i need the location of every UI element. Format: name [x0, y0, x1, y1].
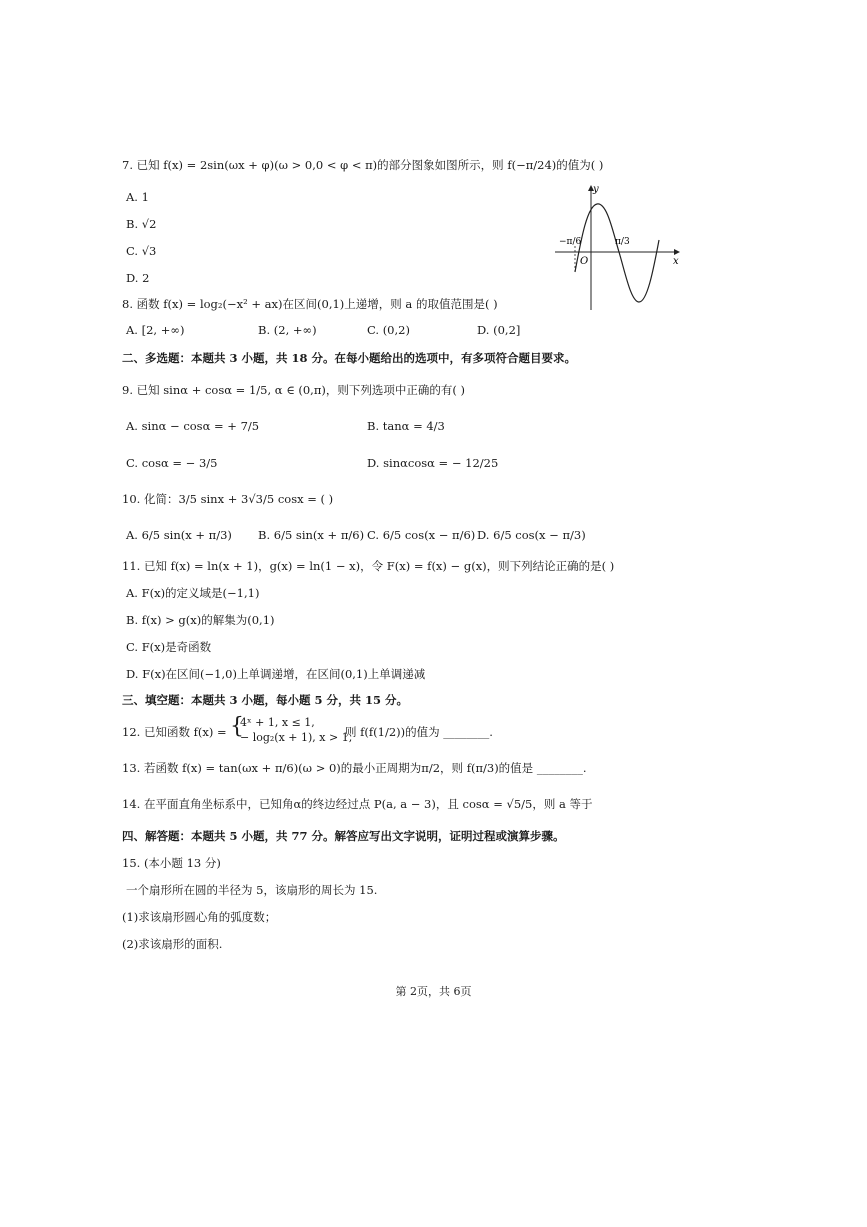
q9-stem: 9. 已知 sinα + cosα = 1/5, α ∈ (0,π)，则下列选项中正确的有( ): [122, 383, 465, 397]
q10-option-a: A. 6/5 sin(x + π/3): [126, 528, 232, 542]
q7-option-b: B. √2: [126, 217, 157, 231]
q10-stem: 10. 化简：3/5 sinx + 3√3/5 cosx = ( ): [122, 492, 334, 506]
q11-option-d: D. F(x)在区间(−1,0)上单调递增，在区间(0,1)上单调递减: [126, 667, 426, 681]
q15-header: 15. (本小题 13 分): [122, 856, 221, 870]
right-tick-label: π/3: [615, 237, 630, 247]
q15-part-1: (1)求该扇形圆心角的弧度数；: [122, 910, 277, 924]
q7-option-d: D. 2: [126, 271, 150, 285]
y-axis-label: y: [593, 184, 599, 195]
q15-part-2: (2)求该扇形的面积.: [122, 937, 223, 951]
q12-brace: {: [230, 714, 244, 739]
q9-option-c: C. cosα = − 3/5: [126, 456, 218, 470]
q8-option-b: B. (2, +∞): [258, 323, 317, 337]
q15-body: 一个扇形所在圆的半径为 5，该扇形的周长为 15.: [126, 883, 378, 897]
section-4-heading: 四、解答题：本题共 5 小题，共 77 分。解答应写出文字说明，证明过程或演算步骤。: [122, 829, 565, 843]
q7-sine-graph: [553, 180, 683, 315]
q12-case-1: 4ˣ + 1, x ≤ 1,: [240, 716, 315, 729]
q9-option-b: B. tanα = 4/3: [367, 419, 445, 433]
q8-option-d: D. (0,2]: [477, 323, 521, 337]
q12-prefix: 12. 已知函数 f(x) =: [122, 725, 227, 739]
q8-option-c: C. (0,2): [367, 323, 410, 337]
q9-option-d: D. sinαcosα = − 12/25: [367, 456, 499, 470]
q8-stem: 8. 函数 f(x) = log₂(−x² + ax)在区间(0,1)上递增，则 a 的取值范围是( ): [122, 297, 498, 311]
q10-option-b: B. 6/5 sin(x + π/6): [258, 528, 365, 542]
section-3-heading: 三、填空题：本题共 3 小题，每小题 5 分，共 15 分。: [122, 693, 409, 707]
q10-option-c: C. 6/5 cos(x − π/6): [367, 528, 476, 542]
q11-option-a: A. F(x)的定义域是(−1,1): [126, 586, 260, 600]
q11-stem: 11. 已知 f(x) = ln(x + 1)，g(x) = ln(1 − x)，令 F(x) = f(x) − g(x)，则下列结论正确的是( ): [122, 559, 615, 573]
sine-curve: [575, 204, 659, 302]
q11-option-c: C. F(x)是奇函数: [126, 640, 212, 654]
q11-option-b: B. f(x) > g(x)的解集为(0,1): [126, 613, 275, 627]
q9-option-a: A. sinα − cosα = + 7/5: [126, 419, 260, 433]
q7-option-c: C. √3: [126, 244, 157, 258]
page-footer: 第 2页，共 6页: [395, 985, 472, 998]
origin-label: O: [580, 256, 589, 267]
q10-option-d: D. 6/5 cos(x − π/3): [477, 528, 586, 542]
q12-suffix: 则 f(f(1/2))的值为 ________.: [345, 725, 493, 739]
x-axis-label: x: [673, 256, 679, 267]
left-tick-label: −π/6: [559, 237, 582, 247]
q13-stem: 13. 若函数 f(x) = tan(ωx + π/6)(ω > 0)的最小正周期为π/2，则 f(π/3)的值是 ________.: [122, 761, 587, 775]
section-2-heading: 二、多选题：本题共 3 小题，共 18 分。在每小题给出的选项中，有多项符合题目要求。: [122, 351, 577, 365]
q12-case-2: − log₂(x + 1), x > 1,: [240, 731, 353, 744]
q14-stem: 14. 在平面直角坐标系中，已知角α的终边经过点 P(a, a − 3)，且 cosα = √5/5，则 a 等于: [122, 797, 593, 811]
q7-option-a: A. 1: [126, 190, 149, 204]
q8-option-a: A. [2, +∞): [126, 323, 185, 337]
q7-stem: 7. 已知 f(x) = 2sin(ωx + φ)(ω > 0,0 < φ < π)的部分图象如图所示，则 f(−π/24)的值为( ): [122, 158, 604, 172]
